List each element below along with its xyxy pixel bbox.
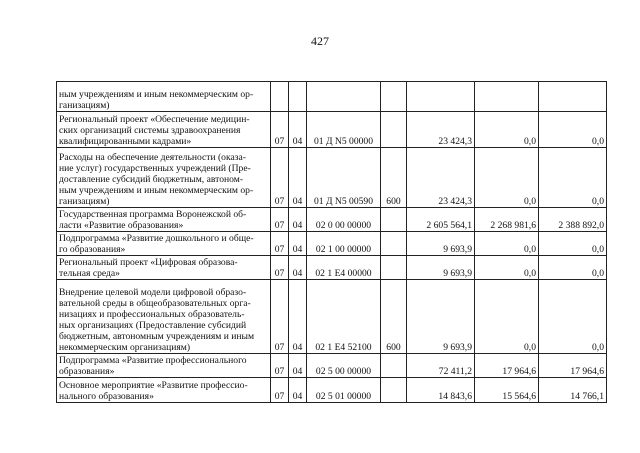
target-article-code: 02 0 00 00000 [307,208,381,232]
amount-year-1: 23 424,3 [407,112,475,148]
subsection-code: 04 [289,112,307,148]
target-article-code [307,82,381,112]
budget-table [56,81,607,403]
amount-year-2: 2 268 981,6 [475,208,539,232]
subsection-code: 04 [289,378,307,403]
section-code [271,82,289,112]
amount-year-1: 23 424,3 [407,148,475,208]
expense-type-code [381,232,407,256]
target-article-code: 02 1 Е4 00000 [307,256,381,280]
expense-type-code [381,112,407,148]
subsection-code: 04 [289,208,307,232]
section-code: 07 [271,354,289,378]
amount-year-1: 14 843,6 [407,378,475,403]
section-code: 07 [271,148,289,208]
amount-year-2: 0,0 [475,112,539,148]
target-article-code: 02 1 00 00000 [307,232,381,256]
row-name: Региональный проект «Цифровая образова- тельная среда» [57,256,271,280]
row-name: Региональный проект «Обеспечение медицин- ских организаций системы здравоохранения квалифицированными кадрами» [57,112,271,148]
section-code: 07 [271,208,289,232]
section-code: 07 [271,378,289,403]
amount-year-3: 0,0 [539,112,607,148]
row-name: Расходы на обеспечение деятельности (оказа- ние услуг) государственных учреждений (Пре- доставление субсидий бюджетным, автоном- ным учреждениям и иным некоммерческим ор- ганизациям) [57,148,271,208]
row-name: Государственная программа Воронежской об- ласти «Развитие образования» [57,208,271,232]
amount-year-2: 0,0 [475,232,539,256]
subsection-code: 04 [289,280,307,354]
amount-year-1 [407,82,475,112]
amount-year-2 [475,82,539,112]
row-name: Внедрение целевой модели цифровой образо- вательной среды в общеобразовательных орга- низациях и профессиональных образователь- ных организациях (Предоставление субсидий бюджетным, автономным учреждениям и иным некоммерческим организациям) [57,280,271,354]
table-row [57,208,607,232]
amount-year-3: 14 766,1 [539,378,607,403]
table-row [57,148,607,208]
amount-year-1: 9 693,9 [407,256,475,280]
expense-type-code [381,208,407,232]
amount-year-3: 0,0 [539,148,607,208]
subsection-code: 04 [289,354,307,378]
expense-type-code: 600 [381,280,407,354]
amount-year-3: 0,0 [539,280,607,354]
expense-type-code [381,354,407,378]
amount-year-1: 9 693,9 [407,280,475,354]
amount-year-3 [539,82,607,112]
row-name: Подпрограмма «Развитие профессионального образования» [57,354,271,378]
table-row [57,280,607,354]
row-name: ным учреждениям и иным некоммерческим ор- ганизациям) [57,82,271,112]
table-row [57,256,607,280]
amount-year-2: 15 564,6 [475,378,539,403]
table-row [57,232,607,256]
amount-year-3: 17 964,6 [539,354,607,378]
amount-year-1: 2 605 564,1 [407,208,475,232]
expense-type-code [381,256,407,280]
table-row [57,378,607,403]
subsection-code: 04 [289,256,307,280]
amount-year-3: 0,0 [539,232,607,256]
amount-year-3: 2 388 892,0 [539,208,607,232]
table-row [57,354,607,378]
subsection-code [289,82,307,112]
expense-type-code [381,378,407,403]
amount-year-2: 0,0 [475,280,539,354]
target-article-code: 02 5 00 00000 [307,354,381,378]
amount-year-2: 0,0 [475,148,539,208]
target-article-code: 02 1 Е4 52100 [307,280,381,354]
target-article-code: 02 5 01 00000 [307,378,381,403]
subsection-code: 04 [289,148,307,208]
target-article-code: 01 Д N5 00590 [307,148,381,208]
page-number: 427 [311,34,329,48]
row-name: Основное мероприятие «Развитие профессио- нального образования» [57,378,271,403]
amount-year-2: 17 964,6 [475,354,539,378]
table-row [57,112,607,148]
table-row [57,82,607,112]
section-code: 07 [271,280,289,354]
section-code: 07 [271,112,289,148]
amount-year-2: 0,0 [475,256,539,280]
section-code: 07 [271,256,289,280]
row-name: Подпрограмма «Развитие дошкольного и обще- го образования» [57,232,271,256]
subsection-code: 04 [289,232,307,256]
expense-type-code [381,82,407,112]
section-code: 07 [271,232,289,256]
amount-year-3: 0,0 [539,256,607,280]
amount-year-1: 9 693,9 [407,232,475,256]
expense-type-code: 600 [381,148,407,208]
amount-year-1: 72 411,2 [407,354,475,378]
target-article-code: 01 Д N5 00000 [307,112,381,148]
